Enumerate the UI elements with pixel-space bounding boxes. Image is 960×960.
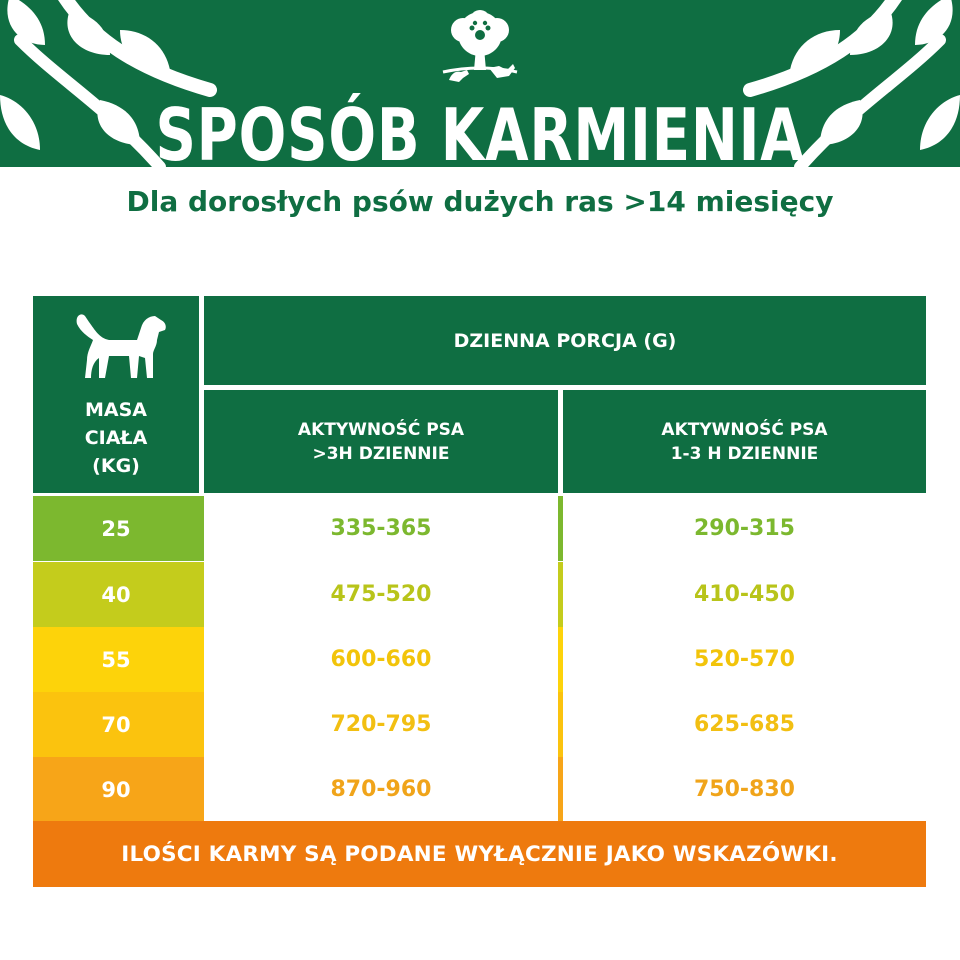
activity-header-high — [204, 390, 558, 493]
portion-high-activity-cell: 475-520 — [204, 562, 558, 627]
daily-portion-header: DZIENNA PORCJA (G) — [204, 296, 926, 385]
page-subtitle: Dla dorosłych psów dużych ras >14 miesięcy — [126, 185, 834, 218]
portion-low-activity-cell: 520-570 — [563, 627, 926, 692]
activity-header-line: 1-3 H DZIENNIE — [670, 443, 819, 464]
activity-header-line: AKTYWNOŚĆ PSA — [297, 419, 465, 440]
dog-silhouette-icon — [69, 306, 169, 386]
mass-header-label — [33, 396, 199, 480]
disclaimer-banner: ILOŚCI KARMY SĄ PODANE WYŁĄCZNIE JAKO WSKAZÓWKI. — [33, 821, 926, 887]
portion-high-activity-cell: 720-795 — [204, 692, 558, 757]
table-row — [33, 757, 926, 822]
mass-cell: 55 — [33, 627, 199, 692]
portion-low-activity-cell: 410-450 — [563, 562, 926, 627]
mass-cell: 40 — [33, 562, 199, 627]
table-row — [33, 562, 926, 627]
mass-cell: 25 — [33, 496, 199, 561]
table-row — [33, 496, 926, 561]
mass-cell: 90 — [33, 757, 199, 822]
mass-cell: 70 — [33, 692, 199, 757]
page-title: SPOSÓB KARMIENIA — [155, 93, 805, 167]
activity-header-low — [563, 390, 926, 493]
portion-low-activity-cell: 750-830 — [563, 757, 926, 822]
mass-header-line: MASA — [84, 399, 147, 421]
portion-low-activity-cell: 625-685 — [563, 692, 926, 757]
header-band — [0, 0, 960, 167]
table-row — [33, 692, 926, 757]
portion-high-activity-cell: 335-365 — [204, 496, 558, 561]
mass-header-line: CIAŁA — [84, 427, 148, 449]
portion-high-activity-cell: 600-660 — [204, 627, 558, 692]
mass-header-line: (KG) — [92, 455, 140, 477]
activity-header-line: >3H DZIENNIE — [312, 443, 450, 464]
portion-high-activity-cell: 870-960 — [204, 757, 558, 822]
tree-with-animals-icon — [437, 8, 523, 90]
portion-low-activity-cell: 290-315 — [563, 496, 926, 561]
mass-header-cell — [33, 296, 199, 493]
activity-header-line: AKTYWNOŚĆ PSA — [661, 419, 828, 440]
table-row — [33, 627, 926, 692]
